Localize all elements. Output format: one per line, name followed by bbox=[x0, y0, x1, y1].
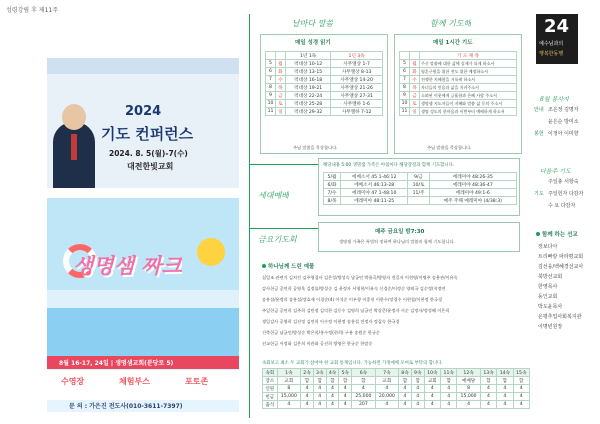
daily-word-row bbox=[266, 68, 383, 76]
offering-line: 주일헌금 공연희 김주희 김민정 김덕찬 김동수 김명희 남궁인 박상준/윤정자 서순 김정자/정성혜 이은희 bbox=[262, 308, 450, 313]
weekday: 수 bbox=[276, 76, 286, 84]
mission-cell: 에레미야 48:11-25 bbox=[340, 197, 407, 205]
mission-title: 해당내용 5:00 생명샘 가족은 아침마다 해당장절과 함께 기도합니다. bbox=[323, 163, 455, 168]
prayer-table bbox=[399, 51, 517, 116]
missions-heading-text: 함께 하는 선교 bbox=[542, 232, 578, 238]
friday-box bbox=[318, 222, 520, 252]
mission-table bbox=[323, 172, 517, 205]
prayer-box bbox=[394, 34, 522, 154]
reading-3year: 사무엘하 1-6 bbox=[331, 100, 383, 108]
daily-word-row bbox=[266, 100, 383, 108]
attendance-cell: 4 bbox=[440, 401, 456, 409]
attendance-head-cell: 8속 bbox=[399, 369, 412, 377]
weekday: 일 bbox=[410, 108, 420, 116]
attendance-title: 속회보고 최소 두 교회가 참여야 한 교회 통계입니다. 가능하면 가정예배 모여로 부탁의 합니다. bbox=[262, 361, 443, 366]
friday-title: 매주 금요일 밤7:30 bbox=[375, 229, 425, 235]
mission-box bbox=[318, 158, 520, 216]
daily-word-footer: 주님 말씀을 묵상합니다. bbox=[293, 145, 338, 150]
attendance-cell: 25,000 bbox=[352, 393, 375, 401]
attendance-cell: 4 bbox=[339, 385, 352, 393]
attendance-cell: 4 bbox=[313, 401, 326, 409]
side-row bbox=[534, 128, 598, 140]
daily-word-row bbox=[266, 76, 383, 84]
day: 11 bbox=[266, 108, 276, 116]
attendance-row bbox=[263, 377, 530, 385]
reading-1year: 역대상 22-24 bbox=[286, 92, 331, 100]
mission-cell: 6/화 bbox=[324, 181, 341, 189]
mission-cell: 10/토 bbox=[408, 181, 429, 189]
weekday: 수 bbox=[410, 76, 420, 84]
attendance-head-cell: 1속 bbox=[277, 369, 300, 377]
mission-cell: 9/금 bbox=[408, 173, 429, 181]
reading-1year: 역대상 19-21 bbox=[286, 84, 331, 92]
daily-word-heading: 날마다 말씀 bbox=[292, 19, 334, 28]
attendance-cell: 20,000 bbox=[375, 393, 398, 401]
camp-contact: 문 의 : 가은진 전도사(010-3611-7397) bbox=[69, 403, 183, 410]
mission-cell: 에레미야 47 1-48:10 bbox=[340, 189, 407, 197]
side-names: 수 요 다감자 bbox=[548, 203, 576, 209]
attendance-cell: 인원 bbox=[263, 385, 278, 393]
attendance-cell: 장소 bbox=[263, 377, 278, 385]
offering-line: 송흥섭/윤정희 송흥섭/장효재 이경순(4) 이석순 이우향 이종헌 이한수/장경수 이현철/이현정 한국경 bbox=[262, 297, 442, 302]
mission-item: 트리빠랑 파라평교회 bbox=[538, 254, 584, 260]
attendance-cell: 교회 bbox=[277, 377, 300, 385]
mission-row bbox=[324, 173, 517, 181]
camp-tag-photo: 포토존 bbox=[185, 377, 209, 386]
attendance-head-cell: 11속 bbox=[440, 369, 456, 377]
side-names: 조은정 김명자 bbox=[548, 107, 579, 113]
side-names: 주일헌자 다감자 bbox=[548, 191, 584, 197]
rule-2 bbox=[250, 228, 318, 229]
offering-title-text: 하나님께 드린 예물 bbox=[268, 264, 315, 270]
attendance-cell: 4 bbox=[513, 385, 529, 393]
prayer-topic: 영혼구원을 위한 전도 위한 예정하소서 bbox=[420, 68, 517, 76]
prayer-footer: 주님 말씀을 묵상합니다. bbox=[427, 145, 472, 150]
speaker-tie bbox=[71, 134, 77, 160]
attendance-cell: 4 bbox=[326, 393, 339, 401]
day: 5 bbox=[400, 60, 410, 68]
attendance-cell: 합 bbox=[399, 377, 412, 385]
reading-3year: 사무엘상 27-31 bbox=[331, 92, 383, 100]
attendance-cell: 교회 bbox=[375, 377, 398, 385]
attendance-cell: 15,000 bbox=[277, 393, 300, 401]
prayer-row bbox=[400, 84, 517, 92]
attendance-head-cell: 10속 bbox=[424, 369, 440, 377]
daily-word-row bbox=[266, 84, 383, 92]
mission-item: 박도윤목사 bbox=[538, 304, 563, 310]
mission-item: 온평추업사회복지관 bbox=[538, 314, 582, 320]
weekday: 월 bbox=[276, 60, 286, 68]
attendance-head-cell: 4속 bbox=[326, 369, 339, 377]
mission-cell bbox=[408, 197, 429, 205]
prayer-row bbox=[400, 68, 517, 76]
friday-heading: 금요기도회 bbox=[258, 235, 297, 244]
weekday: 토 bbox=[410, 100, 420, 108]
attendance-cell: 4 bbox=[375, 401, 398, 409]
attendance-cell: 8 bbox=[457, 385, 480, 393]
rule-1 bbox=[250, 164, 318, 165]
conference-title: 기도 컨퍼런스 bbox=[101, 125, 194, 143]
mission-item: 북방선교회 bbox=[538, 274, 563, 280]
mission-item: 김선웅/백혜경선교사 bbox=[538, 264, 584, 270]
side-row bbox=[534, 116, 598, 128]
attendance-cell: 교회 bbox=[424, 377, 440, 385]
side-row bbox=[534, 200, 598, 212]
attendance-cell: 4 bbox=[411, 401, 424, 409]
missions-list bbox=[538, 242, 600, 332]
attendance-cell: 4 bbox=[399, 393, 412, 401]
attendance-cell: 4 bbox=[497, 393, 513, 401]
mission-cell: 에레미야 48:26-35 bbox=[429, 173, 516, 181]
offering-line: 감사헌금 공연희 공영욱 김정률/방성순 김 윤정자 서영현/이유숙 신경순/이정순 양외국 김순정/지정연 bbox=[262, 286, 446, 291]
attendance-cell: 4 bbox=[480, 393, 496, 401]
attendance-cell: 8 bbox=[277, 385, 300, 393]
attendance-cell: 4 bbox=[375, 385, 398, 393]
daily-word-row bbox=[266, 60, 383, 68]
mission-cell: 7/수 bbox=[324, 189, 341, 197]
daily-word-table bbox=[265, 51, 383, 116]
attendance-cell: 4 bbox=[497, 385, 513, 393]
attendance-cell: 합 bbox=[339, 377, 352, 385]
day: 10 bbox=[400, 100, 410, 108]
prayer-topic: 생명샘 지도자들이 지혜와 말씀 삶 동의 주소서 bbox=[420, 100, 517, 108]
weekday: 목 bbox=[410, 84, 420, 92]
logo-number: 24 bbox=[544, 16, 570, 37]
attendance-cell: 합 bbox=[480, 377, 496, 385]
reading-3year: 사무엘상 1-7 bbox=[331, 60, 383, 68]
mission-row bbox=[324, 189, 517, 197]
mission-item: 이명빈원장 bbox=[538, 324, 563, 330]
attendance-table bbox=[262, 368, 530, 409]
day: 8 bbox=[266, 84, 276, 92]
day: 7 bbox=[266, 76, 276, 84]
mission-cell: 매주 주해 예레미야 (4/38:3) bbox=[429, 197, 516, 205]
friday-text: 생명샘 가족은 특별히 정하여 하나님의 말씀과 함께 기도합니다. bbox=[339, 239, 455, 244]
attendance-cell: 4 bbox=[301, 393, 314, 401]
attendance-row bbox=[263, 385, 530, 393]
banner-stripe bbox=[47, 58, 239, 74]
attendance-cell: 4 bbox=[326, 401, 339, 409]
attendance-cell: 합 bbox=[497, 377, 513, 385]
attendance-cell: 4 bbox=[411, 385, 424, 393]
daily-word-box bbox=[260, 34, 388, 154]
conference-year: 2024 bbox=[125, 104, 162, 119]
attendance-head-cell: 3속 bbox=[313, 369, 326, 377]
attendance-cell: 4 bbox=[480, 401, 496, 409]
day: 9 bbox=[266, 92, 276, 100]
next-prayer-heading: 다음주 기도 bbox=[540, 168, 571, 175]
mission-cell: 에레미야 48:36-47 bbox=[429, 181, 516, 189]
prayer-row bbox=[400, 108, 517, 116]
weekday: 금 bbox=[410, 92, 420, 100]
offering-line: 건축헌금 남궁인/방성순 박은희/홍수정(현희) 구용 송원순 한규순 bbox=[262, 330, 380, 335]
weekday: 금 bbox=[276, 92, 286, 100]
prayer-row bbox=[400, 100, 517, 108]
attendance-row bbox=[263, 401, 530, 409]
day: 10 bbox=[266, 100, 276, 108]
prayer-topic: 주신 말씀에 대한 삶에 실제가 되게 하소서 bbox=[420, 60, 517, 68]
logo-line2: 행복한동행 bbox=[539, 51, 564, 57]
offering-line: 십일조 관련기 김치진 김주영집사 김은성/방성숙 남궁연 박율곡/방영자 전길자 이현영/이명주 송용관/이유숙 bbox=[262, 275, 458, 280]
attendance-cell: 합 bbox=[513, 377, 529, 385]
attendance-head-cell: 2속 bbox=[301, 369, 314, 377]
side-label: 기도 bbox=[534, 191, 544, 197]
prayer-row bbox=[400, 76, 517, 84]
daily-word-title: 매일 성경 읽기 bbox=[295, 40, 331, 46]
day: 5 bbox=[266, 60, 276, 68]
prayer-heading: 함께 기도해 bbox=[430, 19, 472, 28]
summer-camp-banner[interactable] bbox=[47, 198, 239, 412]
day: 7 bbox=[400, 76, 410, 84]
mission-item: 한영목사 bbox=[538, 284, 558, 290]
mission-cell: 11/주 bbox=[408, 189, 429, 197]
mission-item: 동인교회 bbox=[538, 294, 558, 300]
attendance-cell: 4 bbox=[301, 401, 314, 409]
bulletin-header: 성령강림 후 제11주 bbox=[6, 7, 59, 14]
mission-cell: 5/월 bbox=[324, 173, 341, 181]
reading-1year: 역대상 29-32 bbox=[286, 108, 331, 116]
day: 6 bbox=[400, 68, 410, 76]
side-label: 안내 bbox=[534, 107, 544, 113]
weekday: 월 bbox=[410, 60, 420, 68]
attendance-head-cell: 13속 bbox=[480, 369, 496, 377]
mission-cell: 에베소서 45 1-46:12 bbox=[340, 173, 407, 181]
attendance-cell: 4 bbox=[313, 385, 326, 393]
side-names: 이정아 이미향 bbox=[548, 131, 579, 137]
attendance-cell: 207 bbox=[352, 401, 375, 409]
daily-word-row bbox=[266, 108, 383, 116]
attendance-cell: 4 bbox=[399, 401, 412, 409]
beach-ball-icon bbox=[197, 238, 225, 266]
attendance-cell: 출석 bbox=[263, 401, 278, 409]
attendance-cell: 4 bbox=[313, 393, 326, 401]
attendance-head-cell: 속회 bbox=[263, 369, 278, 377]
daily-word-row bbox=[266, 92, 383, 100]
missions-heading bbox=[536, 230, 578, 238]
reading-3year: 사무엘하 7-12 bbox=[331, 108, 383, 116]
prayer-row bbox=[400, 92, 517, 100]
prayer-row bbox=[400, 60, 517, 68]
attendance-cell: 합 bbox=[352, 377, 375, 385]
mission-cell: 8/목 bbox=[324, 197, 341, 205]
attendance-cell: 4 bbox=[339, 401, 352, 409]
attendance-cell: 4 bbox=[301, 385, 314, 393]
attendance-cell: 합 bbox=[440, 377, 456, 385]
attendance-cell: 4 bbox=[277, 401, 300, 409]
next-prayer-list bbox=[534, 176, 598, 212]
side-row bbox=[534, 176, 598, 188]
mission-heading: 세대예배 bbox=[258, 191, 289, 200]
attendance-cell: 4 bbox=[457, 401, 480, 409]
attendance-cell: 4 bbox=[352, 385, 375, 393]
attendance-cell: 4 bbox=[480, 385, 496, 393]
attendance-head-cell: 14속 bbox=[497, 369, 513, 377]
weekday: 화 bbox=[276, 68, 286, 76]
attendance-head-cell: 5속 bbox=[339, 369, 352, 377]
prayer-topic: 자녀들의 믿음과 삶을 지켜주소서 bbox=[420, 84, 517, 92]
attendance-head-cell: 12속 bbox=[457, 369, 480, 377]
attendance-cell: 4 bbox=[424, 393, 440, 401]
side-row bbox=[534, 104, 598, 116]
attendance-cell: 4 bbox=[399, 385, 412, 393]
church-logo bbox=[536, 14, 578, 64]
mission-row bbox=[324, 197, 517, 205]
offering-title bbox=[262, 262, 314, 270]
camp-logo: 생명샘 짜크 bbox=[73, 254, 182, 278]
attendance-cell: 4 bbox=[513, 401, 529, 409]
attendance-cell: 4 bbox=[497, 401, 513, 409]
attendance-head-cell: 7속 bbox=[375, 369, 398, 377]
speaker-face bbox=[62, 104, 86, 130]
prayer-topic: 생명 성도의 한마음과 이번부터 예배하게 하소서 bbox=[420, 108, 517, 116]
prayer-topic: 소외된 이웃에게 긍휼함과 은혜 사랑 주소서 bbox=[420, 92, 517, 100]
side-label: 봉헌 bbox=[534, 131, 544, 137]
attendance-cell: 합 bbox=[301, 377, 314, 385]
attendance-cell: 4 bbox=[411, 393, 424, 401]
offering-line: 생일감사 공영희 김선정 김연희 이수정 이현정 송흥섭 전정자 정갑숙 한국경 bbox=[262, 319, 400, 324]
side-row bbox=[534, 188, 598, 200]
mission-row bbox=[324, 181, 517, 189]
conference-date: 2024. 8. 5(월)-7(수) bbox=[109, 149, 188, 158]
center-divider bbox=[249, 14, 250, 418]
day: 8 bbox=[400, 84, 410, 92]
attendance-head-cell: 9속 bbox=[411, 369, 424, 377]
attendance-cell: 15,000 bbox=[457, 393, 480, 401]
col-3year: 1년 3독 bbox=[331, 52, 383, 60]
side-names: 주일총 서항숙 bbox=[548, 179, 579, 185]
weekday: 목 bbox=[276, 84, 286, 92]
attendance-cell: 4 bbox=[424, 401, 440, 409]
prayer-topic: 전쟁한 지혜함을 거룩케 하소서 bbox=[420, 76, 517, 84]
reading-3year: 사무엘상 21-26 bbox=[331, 84, 383, 92]
attendance-cell: 합 bbox=[326, 377, 339, 385]
mission-cell: 에베소서 46:13-28 bbox=[340, 181, 407, 189]
attendance-cell: 4 bbox=[440, 385, 456, 393]
attendance-cell: 합 bbox=[313, 377, 326, 385]
attendance-cell: 4 bbox=[326, 385, 339, 393]
weekday: 일 bbox=[276, 108, 286, 116]
day: 11 bbox=[400, 108, 410, 116]
col-prayer-topic: 기 도 제 목 bbox=[420, 52, 517, 60]
reading-3year: 사무엘상 8-13 bbox=[331, 68, 383, 76]
offering-list bbox=[262, 272, 530, 349]
attendance-cell: 헌금 bbox=[263, 393, 278, 401]
camp-tag-booth: 체험부스 bbox=[119, 377, 150, 386]
reading-1year: 역대상 13-15 bbox=[286, 68, 331, 76]
conference-place: 대전한빛교회 bbox=[127, 162, 174, 171]
attendance-cell: 4 bbox=[513, 393, 529, 401]
attendance-cell: 4 bbox=[339, 393, 352, 401]
col-1year: 1년 1독 bbox=[286, 52, 331, 60]
camp-water bbox=[47, 308, 239, 356]
camp-tag-pool: 수영장 bbox=[61, 377, 85, 386]
attendance-head-cell: 6속 bbox=[352, 369, 375, 377]
attendance-cell: 4 bbox=[424, 385, 440, 393]
side-names: 윤은순 방미소 bbox=[548, 119, 579, 125]
weekday: 화 bbox=[410, 68, 420, 76]
logo-line1: 예수님과의 bbox=[539, 41, 564, 47]
reading-1year: 역대상 10-12 bbox=[286, 60, 331, 68]
attendance-cell: 4 bbox=[440, 393, 456, 401]
volunteers-list bbox=[534, 104, 598, 140]
attendance-cell: 합 bbox=[411, 377, 424, 385]
offering-line: 선교헌금 서정화 김은희 이관화 공선희 방영은 한규순 한말순 bbox=[262, 341, 373, 346]
volunteers-heading: 8월 봉사자 bbox=[540, 96, 569, 103]
reading-1year: 역대상 16-18 bbox=[286, 76, 331, 84]
day: 9 bbox=[400, 92, 410, 100]
attendance-head-cell: 15속 bbox=[513, 369, 529, 377]
reading-1year: 역대상 25-28 bbox=[286, 100, 331, 108]
weekday: 토 bbox=[276, 100, 286, 108]
attendance-row bbox=[263, 393, 530, 401]
prayer-title: 매일 1시간 기도 bbox=[433, 40, 473, 46]
camp-dates: 8월 16-17, 24일 | 생명샘교회(분당로 5) bbox=[59, 360, 174, 367]
mission-cell: 에레미야 49:1-6 bbox=[429, 189, 516, 197]
conference-banner[interactable] bbox=[47, 58, 239, 188]
day: 6 bbox=[266, 68, 276, 76]
attendance-cell: 예배당 bbox=[457, 377, 480, 385]
mission-item: 장보다아 bbox=[538, 244, 558, 250]
reading-3year: 사무엘상 14-20 bbox=[331, 76, 383, 84]
